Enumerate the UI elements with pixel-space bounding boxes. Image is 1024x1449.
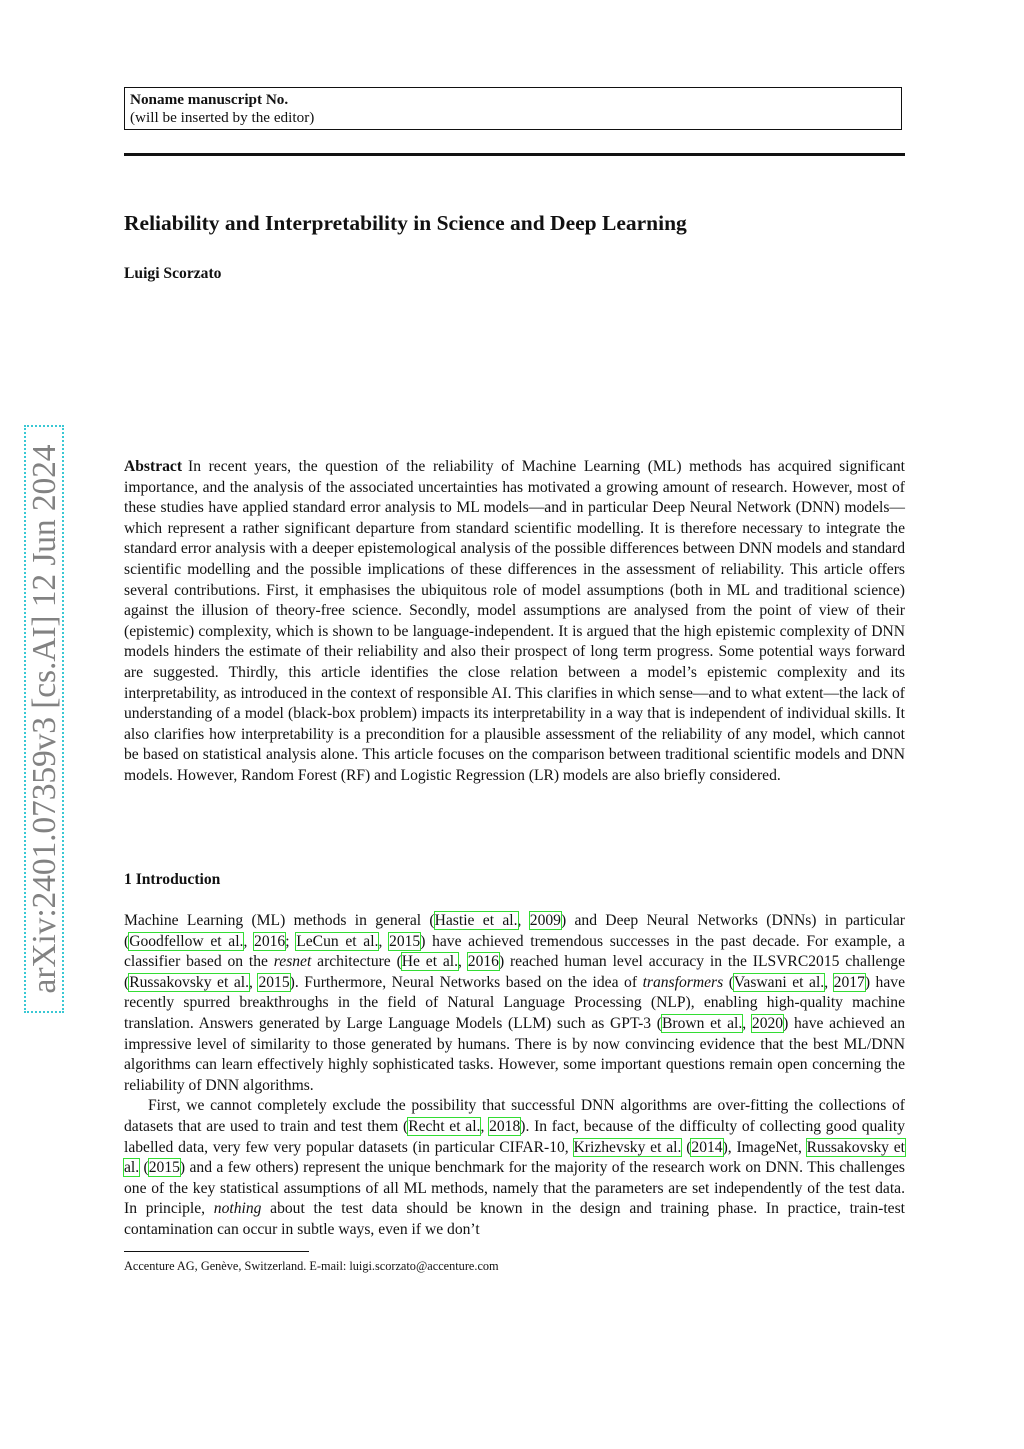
body-text: ( [681,1138,692,1156]
body-text: ) and a few others) represent the unique benchmark for the majority of the research work on DNN. This challenges one of the key statistical assumptions of all ML methods, namely that the parameters are set independently of the test data. In principle, [124,1159,905,1218]
abstract [124,457,905,787]
arxiv-identifier-stamp[interactable]: arXiv:2401.07359v3 [cs.AI] 12 Jun 2024 [24,425,64,1013]
citation-link[interactable]: Recht et al. [408,1117,481,1135]
body-text: , [824,973,834,991]
body-text: ) have recently spurred breakthroughs in the field of Natural Language Processing (NLP), enabling high-quality machine translation. Answers generated by Large Language Models (LLM) such as GPT-3 ( [124,973,905,1032]
body-text: about the test data should be known in the design and training phase. In practice, train-test contamination can occur in subtle ways, even if we don’t [124,1200,906,1238]
body-text: ) have achieved tremendous successes in the past decade. For example, a classifier based on the [124,932,905,971]
emphasis-text: transformers [642,973,724,991]
body-text: ) reached human level accuracy in the ILSVRC2015 challenge ( [124,953,905,991]
citation-link[interactable]: 2015 [148,1159,180,1177]
body-text: ). In fact, because of the difficulty of collecting good quality labelled data, very few very popular datasets (in particular CIFAR-10, [124,1117,906,1156]
paper-author: Luigi Scorzato [124,265,222,282]
citation-link[interactable]: 2015 [258,973,290,991]
citation-link[interactable]: Goodfellow et al. [129,932,244,950]
citation-link[interactable]: 2015 [389,932,421,950]
body-text: , [378,932,390,950]
body-text: ) have achieved an impressive level of similarity to those generated by humans. There is by now convincing evidence that the best ML/DNN algorithms can learn effectively highly sophisticated tasks. However, some important questions remain open concerning the reliability of DNN algorithms. [124,1014,905,1094]
citation-link[interactable]: 2016 [254,932,286,950]
body-text: , [249,973,259,991]
footnote-rule [124,1251,309,1252]
citation-link[interactable]: Hastie et al. [434,912,518,929]
body-text: , [243,932,255,950]
intro-paragraph-1 [124,911,905,1096]
body-text: , [742,1014,752,1032]
citation-link[interactable]: 2016 [467,953,499,971]
citation-link[interactable]: Brown et al. [661,1014,743,1032]
body-text: ( [139,1159,149,1177]
intro-paragraph-2 [124,1096,905,1240]
body-text: ). Furthermore, Neural Networks based on the idea of [289,973,643,991]
manuscript-number-label: Noname manuscript No. [130,91,289,108]
section-heading-introduction: 1 Introduction [124,871,221,888]
body-text: ( [723,973,734,991]
citation-link[interactable]: LeCun et al. [296,932,379,950]
manuscript-header-box [124,87,902,130]
emphasis-text: resnet [273,953,312,971]
citation-link[interactable]: He et al. [401,953,459,971]
citation-link[interactable]: 2018 [489,1117,521,1135]
body-text: architecture ( [311,953,402,971]
citation-link[interactable]: Russakovsky et al. [129,973,249,991]
body-text: ), ImageNet, [722,1138,807,1156]
body-text: , [458,953,468,971]
body-text: Machine Learning (ML) methods in general ( [124,912,435,929]
citation-link[interactable]: Vaswani et al. [733,973,825,991]
introduction-body [124,911,905,1241]
abstract-text: In recent years, the question of the reliability of Machine Learning (ML) methods has acquired significant importance, and the analysis of the associated uncertainties has motivated a growing amount of research. However, most of these studies have applied standard error analysis to ML models—and in particular Deep Neural Network (DNN) models—which represent a rather significant departure from standard scientific modelling. It is therefore necessary to integrate the standard error analysis with a deeper epistemological analysis of the possible differences between DNN models and standard scientific modelling and the possible implications of these differences in the assessment of reliability. This article offers several contributions. First, it emphasises the ubiquitous role of model assumptions (both in ML and traditional science) against the illusion of theory-free science. Secondly, model assumptions are analysed from the point of view of their (epistemic) complexity, which is shown to be language-independent. It is argued that the high epistemic complexity of DNN models hinders the estimate of their reliability and also their prospect of long term progress. Some potential ways forward are suggested. Thirdly, this article identifies the close relation between a model’s epistemic complexity and its interpretability, as introduced in the context of responsible AI. This clarifies in which sense—and to what extent—the lack of understanding of a model (black-box problem) impacts its interpretability in a way that is independent of individual skills. It also clarifies how interpretability is a precondition for a plausible assessment of the reliability of any model, which cannot be based on statistical analysis alone. This article focuses on the comparison between traditional scientific models and DNN models. However, Random Forest (RF) and Logistic Regression (LR) models are also briefly considered. [124,458,905,784]
citation-link[interactable]: 2017 [833,973,865,991]
emphasis-text: nothing [213,1200,262,1218]
citation-link[interactable]: Russakovsky et al. [124,1138,905,1177]
citation-link[interactable]: Krizhevsky et al. [573,1138,682,1156]
body-text: First, we cannot completely exclude the possibility that successful DNN algorithms are over-fitting the collections of datasets that are used to train and test them ( [124,1097,905,1135]
body-text: ) and Deep Neural Networks (DNNs) in particular ( [124,912,906,950]
abstract-label: Abstract [124,458,183,475]
body-text: , [480,1117,490,1135]
header-rule [124,153,905,156]
citation-link[interactable]: 2020 [751,1014,784,1032]
body-text: , [517,912,530,929]
body-text: ; [285,932,297,950]
paper-title: Reliability and Interpretability in Science and Deep Learning [124,211,687,235]
editor-note: (will be inserted by the editor) [130,109,315,126]
citation-link[interactable]: 2009 [529,912,561,929]
author-affiliation-footnote: Accenture AG, Genève, Switzerland. E-mail: luigi.scorzato@accenture.com [124,1259,499,1273]
citation-link[interactable]: 2014 [691,1138,723,1156]
